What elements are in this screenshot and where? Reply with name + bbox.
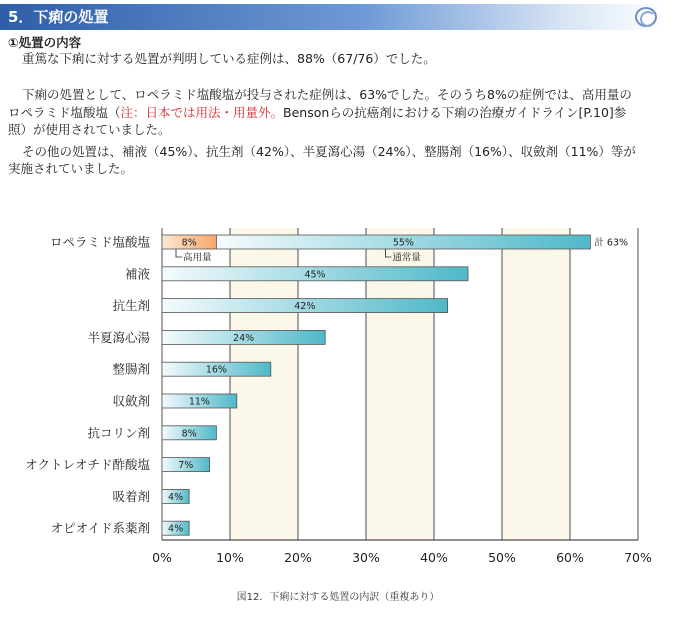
category-label: 抗コリン剤 bbox=[87, 425, 150, 441]
bar-value-label: 7% bbox=[178, 460, 194, 472]
paragraph-2-line-1: 下痢の処置として、ロペラミド塩酸塩が投与された症例は、63%でした。そのうち8%の症例では、高用量の bbox=[22, 87, 632, 102]
x-tick-label: 30% bbox=[352, 550, 380, 565]
x-tick-label: 0% bbox=[152, 550, 172, 565]
category-label: 吸着剤 bbox=[112, 488, 150, 504]
paragraph-3-line-2: 実施されていました。 bbox=[8, 161, 134, 176]
category-label: オクトレオチド酢酸塩 bbox=[25, 457, 150, 473]
category-label: 収斂剤 bbox=[112, 393, 150, 409]
bar-value-label: 4% bbox=[168, 523, 184, 535]
bar-value-label: 24% bbox=[233, 332, 255, 344]
section-title: 5．下痢の処置 bbox=[8, 8, 109, 26]
bar-value-label: 16% bbox=[205, 364, 227, 376]
grid-band bbox=[502, 228, 570, 540]
bar-value-label: 8% bbox=[181, 428, 197, 440]
figure-caption: 図12．下痢に対する処置の内訳（重複あり） bbox=[236, 592, 440, 603]
bar-value-label: 8% bbox=[181, 237, 197, 249]
bar-value-label: 55% bbox=[392, 237, 414, 249]
category-label: 半夏瀉心湯 bbox=[87, 329, 150, 345]
bar-value-label: 4% bbox=[168, 491, 184, 503]
paragraph-2-text-a: ロペラミド塩酸塩（ bbox=[8, 105, 121, 120]
segment-name-label: 通常量 bbox=[392, 252, 421, 264]
paragraph-2-text-b: Bensonらの抗癌剤における下痢の治療ガイドライン[P.10]参 bbox=[283, 105, 627, 120]
segment-bracket bbox=[176, 249, 182, 257]
paragraph-2-line-3: 照）が使用されていました。 bbox=[8, 122, 171, 137]
category-label: 整腸剤 bbox=[112, 361, 150, 377]
category-label: オピオイド系薬剤 bbox=[50, 520, 150, 536]
subsection-title: ①処置の内容 bbox=[8, 35, 82, 50]
paragraph-2-note: 注：日本では用法・用量外。 bbox=[120, 105, 284, 120]
bar-value-label: 45% bbox=[304, 269, 326, 281]
paragraph-3-line-1: その他の処置は、補液（45%）、抗生剤（42%）、半夏瀉心湯（24%）、整腸剤（16%）、収斂剤（11%）等が bbox=[22, 144, 636, 159]
total-label: 計 63% bbox=[594, 237, 629, 249]
bar-value-label: 42% bbox=[294, 301, 316, 313]
x-tick-label: 50% bbox=[488, 550, 516, 565]
bar-value-label: 11% bbox=[188, 396, 210, 408]
category-label: 抗生剤 bbox=[112, 298, 150, 314]
segment-name-label: 高用量 bbox=[183, 252, 212, 264]
paragraph-1: 重篤な下痢に対する処置が判明している症例は、88%（67/76）でした。 bbox=[22, 51, 436, 66]
x-tick-label: 70% bbox=[624, 550, 652, 565]
category-label: ロペラミド塩酸塩 bbox=[49, 234, 150, 250]
x-tick-label: 10% bbox=[216, 550, 244, 565]
x-tick-label: 40% bbox=[420, 550, 448, 565]
category-label: 補液 bbox=[124, 266, 150, 282]
x-tick-label: 20% bbox=[284, 550, 312, 565]
x-tick-label: 60% bbox=[556, 550, 584, 565]
